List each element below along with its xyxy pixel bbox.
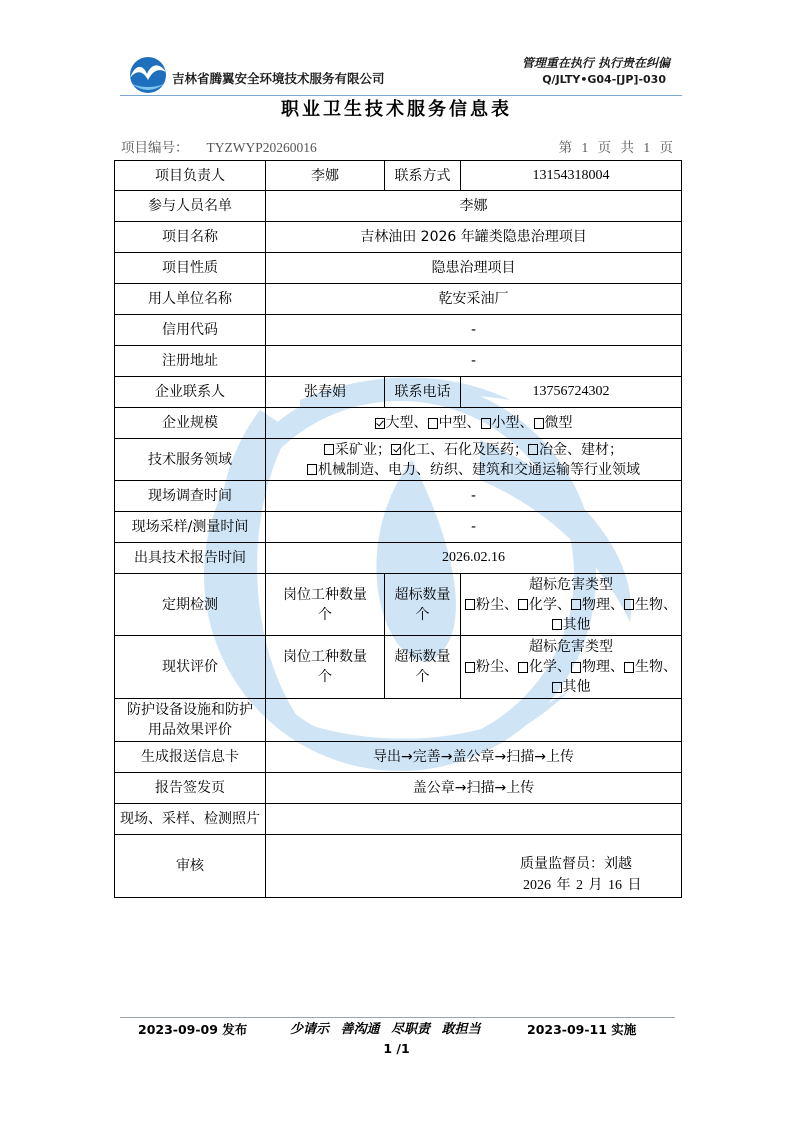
info-table — [114, 160, 682, 898]
row-survey-time — [115, 481, 682, 512]
sign-page-value: 盖公章→扫描→上传 — [266, 773, 682, 804]
separator: 、 — [504, 596, 518, 613]
row-participants — [115, 191, 682, 222]
ppe-eval-value — [266, 699, 682, 742]
row-periodic-test — [115, 574, 682, 636]
project-nature-value: 隐患治理项目 — [266, 253, 682, 284]
status-hazard-cell — [461, 636, 682, 699]
info-table-body — [115, 161, 682, 898]
status-post-count-cell — [266, 636, 385, 699]
checkbox-icon — [465, 662, 475, 673]
hazard-option: 其他 — [562, 616, 591, 633]
separator: 、 — [610, 659, 624, 675]
row-company-contact — [115, 377, 682, 408]
checkbox-icon — [571, 662, 581, 673]
periodic-test-label: 定期检测 — [115, 574, 266, 636]
company-scale-label: 企业规模 — [115, 408, 266, 439]
row-employer-name — [115, 284, 682, 315]
company-contact-value: 张春娟 — [266, 377, 385, 408]
credit-code-label: 信用代码 — [115, 315, 266, 346]
info-card-value: 导出→完善→盖公章→扫描→上传 — [266, 742, 682, 773]
service-domain-value — [266, 439, 682, 481]
periodic-exceed-count-cell — [385, 574, 461, 636]
registered-address-value: - — [266, 346, 682, 377]
hazard-option: 化学 — [529, 659, 557, 675]
page-title: 职业卫生技术服务信息表 — [281, 99, 512, 120]
row-sign-page — [115, 773, 682, 804]
periodic-post-count-label: 岗位工种数量 — [283, 586, 367, 603]
row-report-time — [115, 543, 682, 574]
project-number — [121, 139, 317, 157]
checkbox-icon — [391, 444, 401, 455]
survey-time-label: 现场调查时间 — [115, 481, 266, 512]
checkbox-icon — [534, 418, 544, 429]
checkbox-icon — [571, 599, 581, 610]
domain-option: 化工、石化及医药 — [402, 441, 514, 458]
project-name-value: 吉林油田 2026 年罐类隐患治理项目 — [266, 222, 682, 253]
row-credit-code — [115, 315, 682, 346]
separator: 、 — [610, 596, 624, 613]
row-company-scale — [115, 408, 682, 439]
project-nature-label: 项目性质 — [115, 253, 266, 284]
service-domain-label: 技术服务领域 — [115, 439, 266, 481]
project-lead-value: 李娜 — [266, 161, 385, 191]
status-exceed-count-cell — [385, 636, 461, 699]
project-name-label: 项目名称 — [115, 222, 266, 253]
report-time-label: 出具技术报告时间 — [115, 543, 266, 574]
page-number: 1 /1 — [383, 1041, 410, 1056]
row-review — [115, 835, 682, 898]
hazard-option: 生物 — [635, 659, 663, 675]
hazard-option: 化学 — [529, 596, 557, 613]
page-indicator: 第 1 页 共 1 页 — [558, 140, 673, 155]
checkbox-icon — [465, 599, 475, 610]
report-time-value: 2026.02.16 — [266, 543, 682, 574]
row-project-name — [115, 222, 682, 253]
domain-option: 机械制造、电力、纺织、建筑和交通运输等行业领域 — [318, 461, 640, 478]
separator: 、 — [519, 415, 534, 431]
row-sampling-time — [115, 512, 682, 543]
row-service-domain — [115, 439, 682, 481]
company-scale-value — [266, 408, 682, 439]
scale-option: 小型 — [491, 415, 520, 431]
participants-value: 李娜 — [266, 191, 682, 222]
header-divider — [120, 95, 682, 96]
checkbox-icon — [624, 599, 634, 610]
hazard-option: 物理 — [582, 659, 610, 675]
participants-label: 参与人员名单 — [115, 191, 266, 222]
separator: ； — [514, 441, 528, 458]
review-label: 审核 — [115, 835, 266, 898]
scale-option: 大型 — [385, 415, 414, 431]
periodic-hazard-options-2 — [464, 615, 678, 635]
row-photos — [115, 804, 682, 835]
separator: 、 — [663, 659, 677, 675]
domain-option: 采矿业 — [335, 441, 377, 458]
hazard-option: 粉尘 — [476, 596, 504, 613]
review-date: 2026 年 2 月 16 日 — [523, 878, 642, 893]
checkbox-icon — [481, 418, 491, 429]
status-post-count-label: 岗位工种数量 — [283, 649, 367, 665]
separator: 、 — [663, 596, 677, 613]
separator: 、 — [557, 596, 571, 613]
effective-date: 2023-09-11 实施 — [527, 1022, 637, 1037]
checkbox-icon — [375, 418, 385, 429]
employer-name-label: 用人单位名称 — [115, 284, 266, 315]
contact-method-label: 联系方式 — [385, 161, 461, 191]
sampling-time-label: 现场采样/测量时间 — [115, 512, 266, 543]
contact-phone-value: 13756724302 — [461, 377, 682, 408]
company-name: 吉林省腾翼安全环境技术服务有限公司 — [172, 71, 385, 86]
checkbox-icon — [307, 464, 317, 475]
checkbox-icon — [518, 599, 528, 610]
sampling-time-value: - — [266, 512, 682, 543]
footer-divider — [120, 1017, 675, 1018]
periodic-post-count-unit: 个 — [318, 606, 332, 623]
status-hazard-options-2 — [464, 677, 678, 697]
info-card-label: 生成报送信息卡 — [115, 742, 266, 773]
periodic-hazard-label: 超标危害类型 — [529, 576, 613, 593]
checkbox-icon — [552, 682, 562, 693]
survey-time-value: - — [266, 481, 682, 512]
status-hazard-label: 超标危害类型 — [529, 639, 613, 655]
separator: 、 — [466, 415, 481, 431]
checkbox-icon — [518, 662, 528, 673]
project-number-label: 项目编号： — [121, 140, 189, 155]
status-exceed-count-unit: 个 — [415, 669, 430, 685]
checkbox-icon — [428, 418, 438, 429]
quality-supervisor: 质量监督员：刘越 — [520, 856, 632, 872]
hazard-option: 生物 — [635, 596, 663, 613]
credit-code-value: - — [266, 315, 682, 346]
separator: ； — [377, 441, 391, 458]
service-domain-line-1 — [269, 440, 678, 460]
review-value — [266, 835, 682, 898]
status-eval-label: 现状评价 — [115, 636, 266, 699]
status-exceed-count-label: 超标数量 — [394, 649, 451, 665]
ppe-eval-label-cell — [115, 699, 266, 742]
periodic-exceed-count-label: 超标数量 — [394, 586, 451, 603]
sign-page-label: 报告签发页 — [115, 773, 266, 804]
status-post-count-unit: 个 — [318, 669, 332, 685]
separator: 、 — [413, 415, 428, 431]
periodic-post-count-cell — [266, 574, 385, 636]
separator: ； — [609, 441, 623, 458]
contact-phone-label: 联系电话 — [385, 377, 461, 408]
row-registered-address — [115, 346, 682, 377]
project-lead-label: 项目负责人 — [115, 161, 266, 191]
row-info-card — [115, 742, 682, 773]
periodic-exceed-count-unit: 个 — [415, 606, 430, 623]
row-project-lead — [115, 161, 682, 191]
status-hazard-options — [464, 657, 678, 677]
periodic-hazard-options — [464, 595, 678, 615]
row-ppe-eval — [115, 699, 682, 742]
company-contact-label: 企业联系人 — [115, 377, 266, 408]
footer-motto: 少请示 善沟通 尽职责 敢担当 — [290, 1022, 481, 1037]
employer-name-value: 乾安采油厂 — [266, 284, 682, 315]
contact-method-value: 13154318004 — [461, 161, 682, 191]
checkbox-icon — [624, 662, 634, 673]
photos-value — [266, 804, 682, 835]
hazard-option: 物理 — [582, 596, 610, 613]
row-status-eval — [115, 636, 682, 699]
checkbox-icon — [552, 619, 562, 630]
scale-option: 中型 — [438, 415, 467, 431]
periodic-hazard-cell — [461, 574, 682, 636]
document-code: Q/JLTY•G04-[JP]-030 — [542, 73, 666, 86]
hazard-option: 其他 — [562, 679, 591, 695]
project-number-value: TYZWYP20260016 — [206, 140, 317, 155]
registered-address-label: 注册地址 — [115, 346, 266, 377]
row-project-nature — [115, 253, 682, 284]
issue-date: 2023-09-09 发布 — [138, 1022, 248, 1037]
checkbox-icon — [528, 444, 538, 455]
company-logo-icon — [125, 55, 171, 95]
separator: 、 — [504, 659, 518, 675]
checkbox-icon — [324, 444, 334, 455]
header-slogan: 管理重在执行 执行贵在纠偏 — [521, 56, 670, 70]
photos-label: 现场、采样、检测照片 — [115, 804, 266, 835]
hazard-option: 粉尘 — [476, 659, 504, 675]
company-scale-options — [269, 413, 678, 433]
domain-option: 冶金、建材 — [539, 441, 609, 458]
scale-option: 微型 — [544, 415, 573, 431]
ppe-eval-label: 防护设备设施和防护用品效果评价 — [127, 702, 253, 738]
separator: 、 — [557, 659, 571, 675]
service-domain-line-2 — [269, 460, 678, 480]
